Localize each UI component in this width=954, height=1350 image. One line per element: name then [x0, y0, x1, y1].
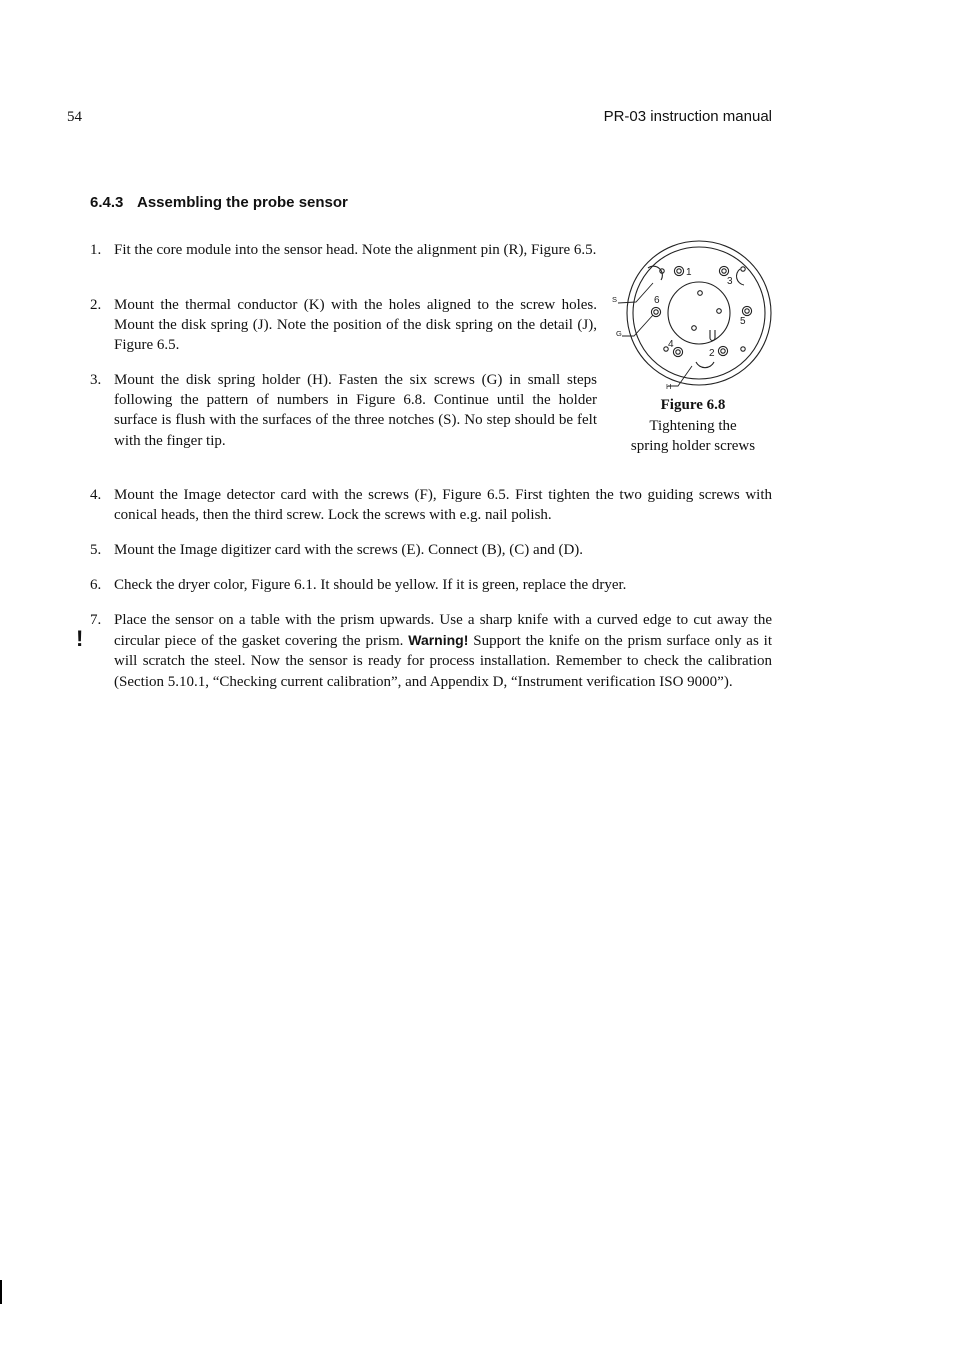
list-marker: 2. — [90, 297, 102, 313]
list-marker: 1. — [90, 242, 102, 258]
edge-hole — [741, 347, 745, 351]
step-text: Mount the disk spring holder (H). Fasten the six screws (G) in small steps following the pattern of numbers in Figure 6.8. Continue until the holder surface is flush with the surfaces of the three notches (S). No step should be felt with the finger tip. — [114, 372, 597, 449]
screw-number-label: 6 — [654, 295, 660, 306]
section-heading — [90, 194, 348, 211]
screw-1 — [674, 266, 683, 275]
screw-number-label: 1 — [686, 267, 692, 278]
edge-hole — [741, 267, 745, 271]
notch — [696, 362, 714, 368]
section-title: Assembling the probe sensor — [137, 194, 348, 211]
screw-3 — [719, 266, 728, 275]
callout-label-notch: S — [612, 295, 618, 304]
callout-label-screw: G — [616, 329, 622, 338]
pin — [698, 291, 703, 296]
screw-2 — [718, 346, 727, 355]
spring-holder-diagram — [606, 238, 780, 392]
list-item — [90, 240, 597, 260]
step-text-part: Place the sensor on a table with the prism upwards. Use a sharp knife with a curved edge to cut away the circular piece of the gasket covering the prism. — [114, 612, 772, 650]
screw-number-label: 5 — [740, 316, 746, 327]
step-text — [114, 610, 772, 692]
figure-caption-line: spring holder screws — [630, 438, 756, 454]
list-item — [90, 540, 772, 560]
section-number: 6.4.3 — [90, 194, 124, 211]
step-text: Mount the thermal conductor (K) with the holes aligned to the screw holes. Mount the disk spring (J). Note the position of the disk spring on the detail (J), Figure 6.5. — [114, 297, 597, 354]
page-edge-mark — [0, 1280, 2, 1304]
pin — [717, 309, 722, 314]
step-text: Mount the Image detector card with the screws (F), Figure 6.5. First tighten the two guiding screws with conical heads, then the third screw. Lock the screws with e.g. nail polish. — [114, 487, 772, 524]
alignment-slot — [710, 330, 715, 341]
screw-number-label: 3 — [727, 276, 733, 287]
step-text: Mount the Image digitizer card with the screws (E). Connect (B), (C) and (D). — [114, 542, 584, 558]
figure-caption — [606, 395, 780, 457]
pin — [692, 326, 697, 331]
screw-5 — [742, 306, 751, 315]
step-text-part: Support the knife on the prism surface only as it will scratch the steel. Now the sensor is ready for process installation. Remember to check the calibration (Section 5.10.1, “Checking current calibration”, and Appendix D, “Instrument verification ISO 9000”). — [114, 633, 773, 690]
outer-ring — [627, 241, 771, 385]
step-text: Check the dryer color, Figure 6.1. It should be yellow. If it is green, replace the dryer. — [114, 577, 627, 593]
screw-4 — [673, 347, 682, 356]
list-marker: 3. — [90, 372, 102, 388]
list-marker: 7. — [90, 612, 102, 628]
page-number: 54 — [67, 109, 82, 125]
list-marker: 6. — [90, 577, 102, 593]
list-marker: 4. — [90, 487, 102, 503]
figure-caption-line: Tightening the — [649, 417, 737, 434]
screw-number-label: 2 — [709, 348, 715, 359]
running-title: PR-03 instruction manual — [603, 108, 772, 125]
list-marker: 5. — [90, 542, 102, 558]
list-item — [90, 485, 772, 525]
list-item — [90, 610, 772, 692]
screw-number-label: 4 — [668, 339, 674, 350]
warning-margin-mark: ! — [76, 626, 84, 651]
figure-spring-holder — [606, 238, 780, 392]
callout-label-holder: H — [666, 382, 672, 391]
list-item — [90, 295, 597, 356]
step-text: Fit the core module into the sensor head. Note the alignment pin (R), Figure 6.5. — [114, 242, 597, 258]
callout-line-notch — [618, 283, 653, 303]
warning-label: Warning! — [408, 632, 469, 649]
figure-label: Figure 6.8 — [660, 397, 726, 413]
list-item — [90, 575, 772, 595]
list-item — [90, 370, 597, 451]
